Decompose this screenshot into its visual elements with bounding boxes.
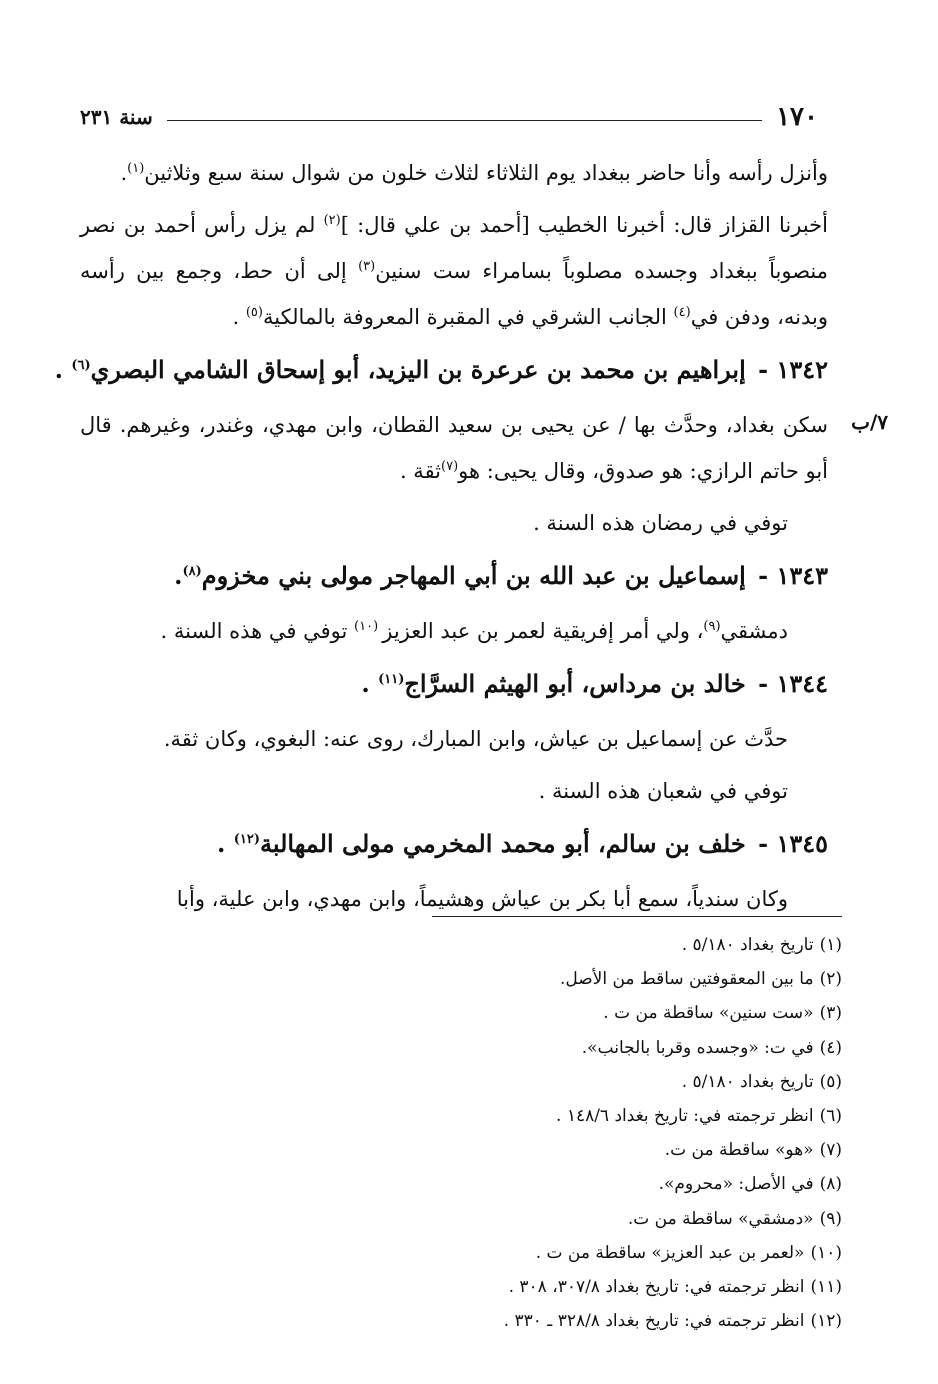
entry-heading-1344: ١٣٤٤ - خالد بن مرداس، أبو الهيثم السرَّاج$^{(١١)}$ . bbox=[361, 669, 828, 698]
footnote-ref: (٤) bbox=[673, 305, 691, 320]
paragraph-7: توفي في شعبان هذه السنة . bbox=[538, 779, 788, 803]
paragraph-6: حدَّث عن إسماعيل بن عياش، وابن المبارك، روى عنه: البغوي، وكان ثقة. bbox=[163, 727, 788, 751]
footnote: (٢)ما بين المعقوفتين ساقط من الأصل. bbox=[559, 969, 842, 990]
footnote: (٥)تاريخ بغداد ٥/١٨٠ . bbox=[681, 1071, 842, 1092]
footnote-ref: (٨) bbox=[182, 564, 202, 579]
header-rule bbox=[167, 120, 762, 121]
paragraph-4: توفي في رمضان هذه السنة . bbox=[533, 511, 788, 535]
footnote-ref: (٦) bbox=[71, 358, 91, 373]
footnote: (٤)في ت: «وجسده وقربا بالجانب». bbox=[581, 1037, 842, 1058]
footnote-separator bbox=[432, 916, 842, 917]
footnote: (٨)في الأصل: «محروم». bbox=[658, 1174, 842, 1195]
paragraph-5: دمشقي$^{(٩)}$، ولي أمر إفريقية لعمر بن عبد العزيز $^{(١٠)}$ توفي في هذه السنة . bbox=[160, 619, 788, 643]
paragraph-2: أخبرنا القزاز قال: أخبرنا الخطيب [أحمد بن علي قال: ]$^{(٢)}$ لم يزل رأس أحمد بن نصر منصوباً ببغداد وجسده مصلوباً بسامراء ست سنين$^{(٣)}$ إلى أن حط، وجمع بين رأسه وبدنه، ودفن في$^{(٤)}$ الجانب الشرقي في المقبرة المعروفة بالمالكية$^{(٥)}$ . bbox=[80, 213, 828, 329]
footnote-ref: (١) bbox=[127, 161, 145, 176]
main-text bbox=[54, 150, 828, 928]
entry-heading-1342: ١٣٤٢ - إبراهيم بن محمد بن عرعرة بن اليزيد، أبو إسحاق الشامي البصري$^{(٦)}$ . bbox=[54, 355, 828, 384]
footnote-ref: (٥) bbox=[245, 305, 263, 320]
page-number: ١٧٠ bbox=[776, 102, 818, 132]
footnote-ref: (١١) bbox=[378, 672, 405, 687]
footnote-ref: (١٢) bbox=[233, 832, 260, 847]
footnote: (٩)«دمشقي» ساقطة من ت. bbox=[627, 1208, 842, 1229]
paragraph-1: وأنزل رأسه وأنا حاضر ببغداد يوم الثلاثاء لثلاث خلون من شوال سنة سبع وثلاثين$^{(١)}$. bbox=[120, 161, 828, 185]
running-head: سنة ٢٣١ bbox=[80, 105, 153, 129]
footnote-ref: (١٠) bbox=[354, 619, 383, 634]
footnote: (١٢)انظر ترجمته في: تاريخ بغداد ٣٢٨/٨ ـ ٣٣٠ . bbox=[503, 1311, 842, 1332]
footnote: (١)تاريخ بغداد ٥/١٨٠ . bbox=[681, 935, 842, 955]
paragraph-3: سكن بغداد، وحدَّث بها / عن يحيى بن سعيد القطان، وابن مهدي، وغندر، وغيرهم. قال أبو حاتم الرازي: هو صدوق، وقال يحيى: هو$^{(٧)}$ثقة . bbox=[80, 413, 828, 483]
entry-heading-1343: ١٣٤٣ - إسماعيل بن عبد الله بن أبي المهاجر مولى بني مخزوم$^{(٨)}$. bbox=[174, 561, 828, 590]
paragraph-8: وكان سندياً، سمع أبا بكر بن عياش وهشيماً، وابن مهدي، وابن علية، وأبا bbox=[176, 887, 788, 911]
page-header bbox=[80, 100, 818, 134]
footnote: (٣)«ست سنين» ساقطة من ت . bbox=[603, 1003, 842, 1024]
margin-folio-note: ٧/ب bbox=[851, 410, 888, 434]
footnote: (٦)انظر ترجمته في: تاريخ بغداد ١٤٨/٦ . bbox=[556, 1106, 842, 1127]
footnotes bbox=[80, 928, 842, 1338]
footnote-ref: (٣) bbox=[358, 259, 376, 274]
footnote-ref: (٩) bbox=[703, 619, 721, 634]
footnote: (١١)انظر ترجمته في: تاريخ بغداد ٣٠٧/٨، ٣٠٨ . bbox=[508, 1277, 842, 1298]
footnote-ref: (٢) bbox=[323, 213, 341, 228]
footnote: (٧)«هو» ساقطة من ت. bbox=[664, 1140, 842, 1161]
entry-heading-1345: ١٣٤٥ - خلف بن سالم، أبو محمد المخرمي مولى المهالبة$^{(١٢)}$ . bbox=[216, 829, 828, 858]
footnote-ref: (٧) bbox=[441, 459, 459, 474]
footnote: (١٠)«لعمر بن عبد العزيز» ساقطة من ت . bbox=[535, 1242, 842, 1263]
